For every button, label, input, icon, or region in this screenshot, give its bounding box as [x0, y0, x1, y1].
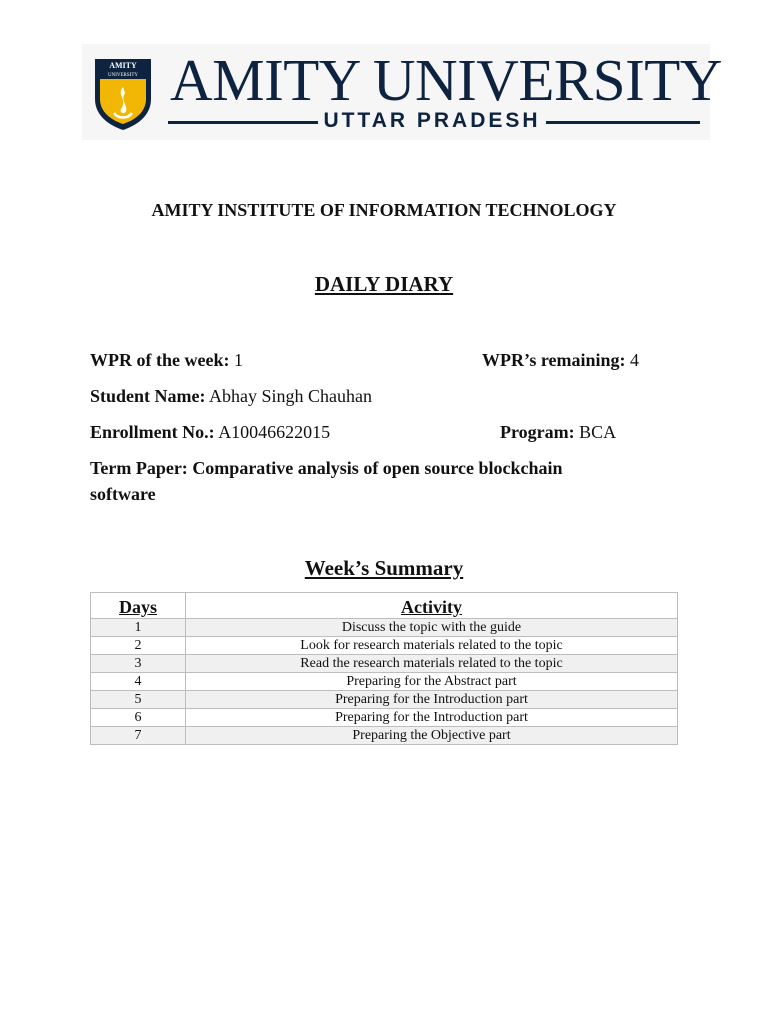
svg-text:AMITY: AMITY: [109, 61, 137, 70]
term-paper-field-cont: [90, 482, 156, 506]
weeks-summary-table: [90, 592, 678, 745]
amity-crest-logo: [92, 55, 154, 131]
column-header-activity: Activity: [186, 593, 678, 619]
wpr-week-value: 1: [233, 350, 243, 370]
day-cell: 7: [91, 727, 186, 745]
table-row: [91, 709, 678, 727]
activity-cell: Look for research materials related to the topic: [186, 637, 678, 655]
enrollment-field: [90, 420, 330, 444]
term-paper-field: [90, 456, 563, 480]
enrollment-label: Enrollment No.:: [90, 422, 215, 442]
table-row: [91, 673, 678, 691]
student-name-value: Abhay Singh Chauhan: [209, 386, 372, 406]
wpr-remaining-label: WPR’s remaining:: [482, 350, 626, 370]
activity-cell: Preparing for the Introduction part: [186, 691, 678, 709]
table-row: [91, 637, 678, 655]
wpr-week-field: [90, 348, 243, 372]
student-name-field: [90, 384, 372, 408]
program-label: Program:: [500, 422, 575, 442]
term-paper-value: Comparative analysis of open source blockchain: [192, 458, 563, 478]
table-header-row: [91, 593, 678, 619]
activity-cell: Preparing the Objective part: [186, 727, 678, 745]
header-rule-left: [168, 121, 318, 124]
table-row: [91, 655, 678, 673]
header-rule-right: [546, 121, 700, 124]
university-state: UTTAR PRADESH: [323, 109, 541, 132]
university-name: AMITY UNIVERSITY: [170, 47, 722, 113]
activity-cell: Read the research materials related to the topic: [186, 655, 678, 673]
day-cell: 2: [91, 637, 186, 655]
day-cell: 5: [91, 691, 186, 709]
activity-cell: Preparing for the Abstract part: [186, 673, 678, 691]
term-paper-label: Term Paper:: [90, 458, 188, 478]
wpr-remaining-value: 4: [630, 350, 639, 370]
svg-text:UNIVERSITY: UNIVERSITY: [108, 73, 138, 78]
day-cell: 3: [91, 655, 186, 673]
table-row: [91, 619, 678, 637]
day-cell: 1: [91, 619, 186, 637]
student-name-label: Student Name:: [90, 386, 206, 406]
term-paper-value-cont: software: [90, 484, 156, 504]
program-value: BCA: [579, 422, 617, 442]
activity-cell: Discuss the topic with the guide: [186, 619, 678, 637]
table-row: [91, 727, 678, 745]
program-field: [500, 420, 616, 444]
day-cell: 6: [91, 709, 186, 727]
enrollment-value: A10046622015: [218, 422, 331, 442]
document-title: DAILY DIARY: [314, 272, 454, 296]
weeks-summary-heading: Week’s Summary: [304, 556, 464, 580]
day-cell: 4: [91, 673, 186, 691]
activity-cell: Preparing for the Introduction part: [186, 709, 678, 727]
column-header-days: Days: [91, 593, 186, 619]
wpr-week-label: WPR of the week:: [90, 350, 230, 370]
table-row: [91, 691, 678, 709]
wpr-remaining-field: [482, 348, 639, 372]
institute-name: AMITY INSTITUTE OF INFORMATION TECHNOLOGY: [151, 200, 617, 220]
